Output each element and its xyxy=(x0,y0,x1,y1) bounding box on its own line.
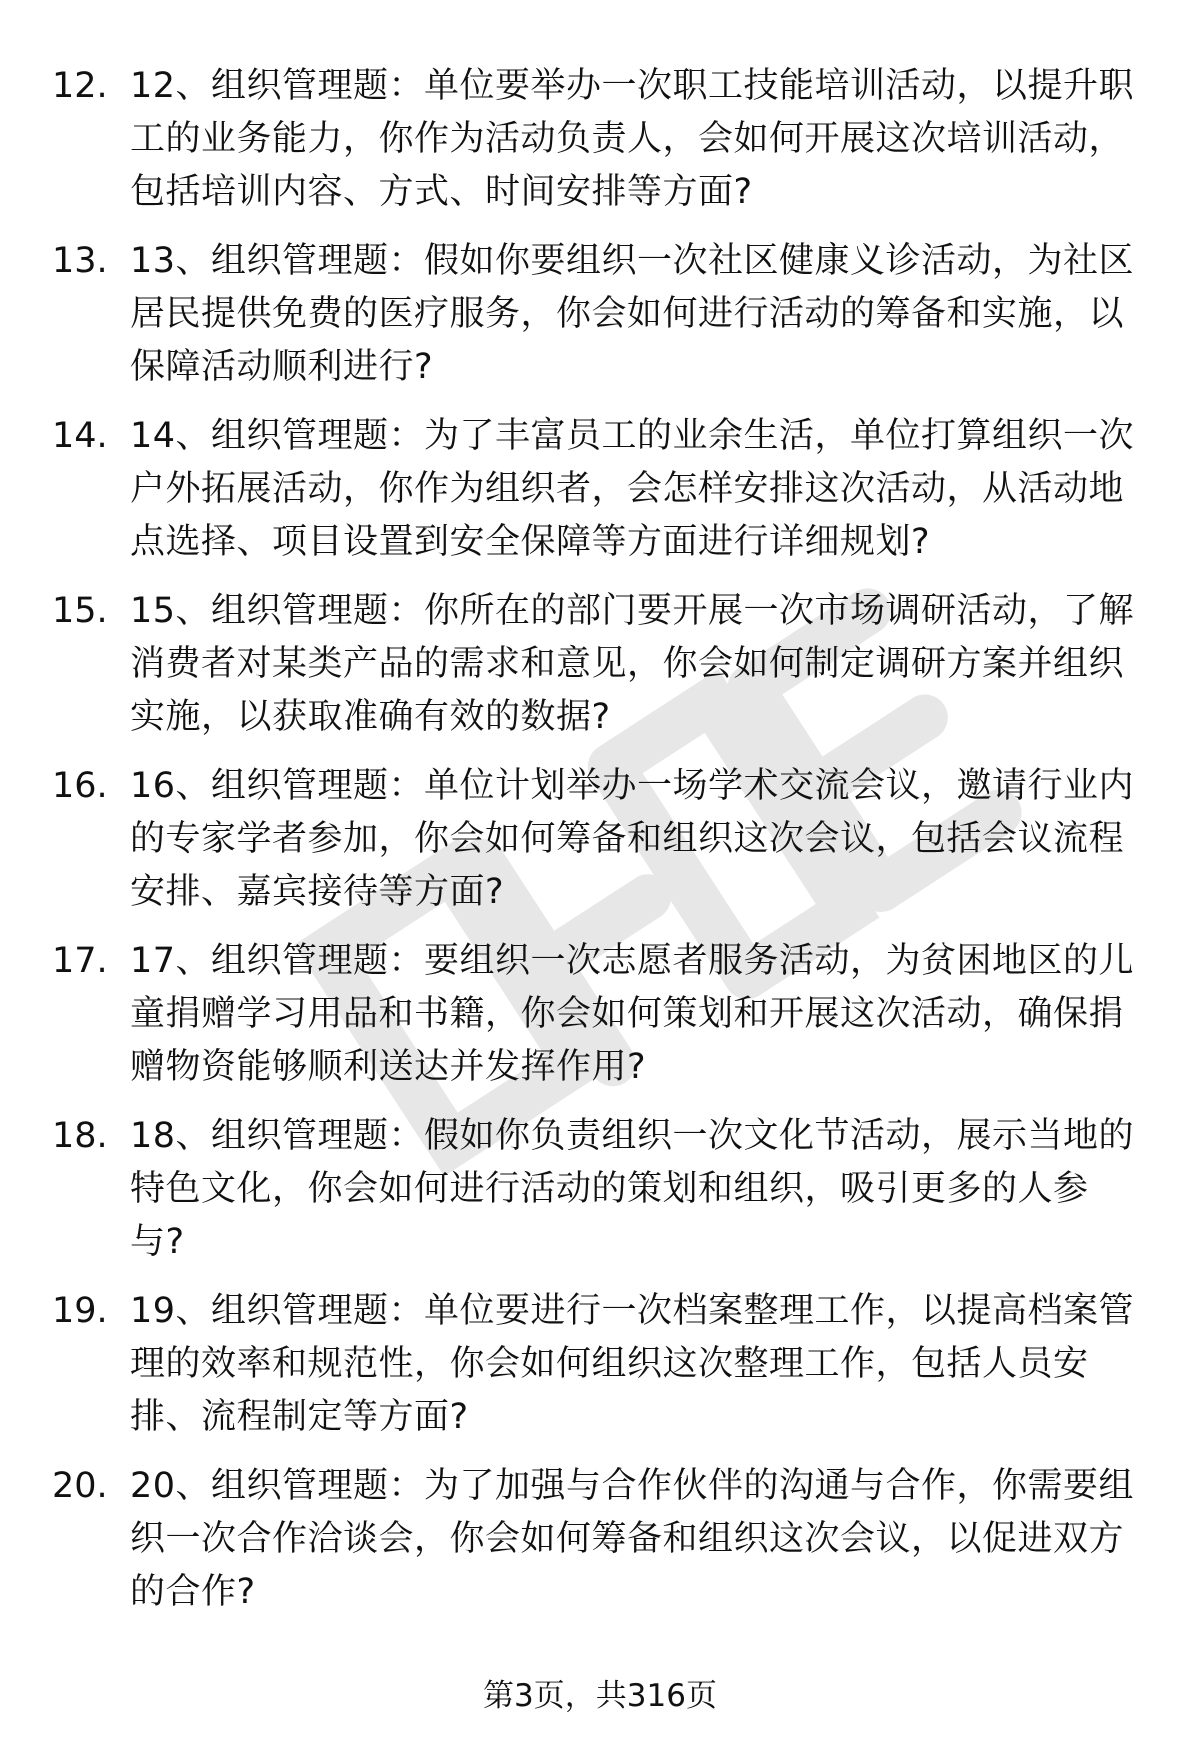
question-item xyxy=(0,935,1200,1110)
question-list xyxy=(0,60,1200,1635)
question-text: 18、组织管理题：假如你负责组织一次文化节活动，展示当地的特色文化，你会如何进行活动的策划和组织，吸引更多的人参与? xyxy=(130,1116,1135,1262)
question-text: 16、组织管理题：单位计划举办一场学术交流会议，邀请行业内的专家学者参加，你会如何筹备和组织这次会议，包括会议流程安排、嘉宾接待等方面? xyxy=(130,766,1135,912)
question-item xyxy=(0,410,1200,585)
page-footer: 第3页，共316页 xyxy=(483,1678,717,1714)
question-item xyxy=(0,760,1200,935)
question-number: 14. xyxy=(52,416,108,456)
question-item xyxy=(0,60,1200,235)
question-number: 12. xyxy=(52,66,108,106)
question-text: 17、组织管理题：要组织一次志愿者服务活动，为贫困地区的儿童捐赠学习用品和书籍，你会如何策划和开展这次活动，确保捐赠物资能够顺利送达并发挥作用? xyxy=(130,941,1135,1087)
question-item xyxy=(0,585,1200,760)
question-item xyxy=(0,1460,1200,1635)
question-number: 15. xyxy=(52,591,108,631)
question-text: 19、组织管理题：单位要进行一次档案整理工作，以提高档案管理的效率和规范性，你会如何组织这次整理工作，包括人员安排、流程制定等方面? xyxy=(130,1291,1135,1437)
question-text: 13、组织管理题：假如你要组织一次社区健康义诊活动，为社区居民提供免费的医疗服务，你会如何进行活动的筹备和实施，以保障活动顺利进行? xyxy=(130,241,1135,387)
question-text: 12、组织管理题：单位要举办一次职工技能培训活动，以提升职工的业务能力，你作为活动负责人，会如何开展这次培训活动，包括培训内容、方式、时间安排等方面? xyxy=(130,66,1135,212)
question-number: 19. xyxy=(52,1291,108,1331)
question-number: 17. xyxy=(52,941,108,981)
question-text: 14、组织管理题：为了丰富员工的业余生活，单位打算组织一次户外拓展活动，你作为组织者，会怎样安排这次活动，从活动地点选择、项目设置到安全保障等方面进行详细规划? xyxy=(130,416,1135,562)
question-number: 20. xyxy=(52,1466,108,1506)
question-item xyxy=(0,1110,1200,1285)
question-item xyxy=(0,235,1200,410)
question-number: 18. xyxy=(52,1116,108,1156)
question-number: 13. xyxy=(52,241,108,281)
question-item xyxy=(0,1285,1200,1460)
question-text: 15、组织管理题：你所在的部门要开展一次市场调研活动，了解消费者对某类产品的需求和意见，你会如何制定调研方案并组织实施，以获取准确有效的数据? xyxy=(130,591,1135,737)
question-number: 16. xyxy=(52,766,108,806)
question-text: 20、组织管理题：为了加强与合作伙伴的沟通与合作，你需要组织一次合作洽谈会，你会如何筹备和组织这次会议，以促进双方的合作? xyxy=(130,1466,1135,1612)
